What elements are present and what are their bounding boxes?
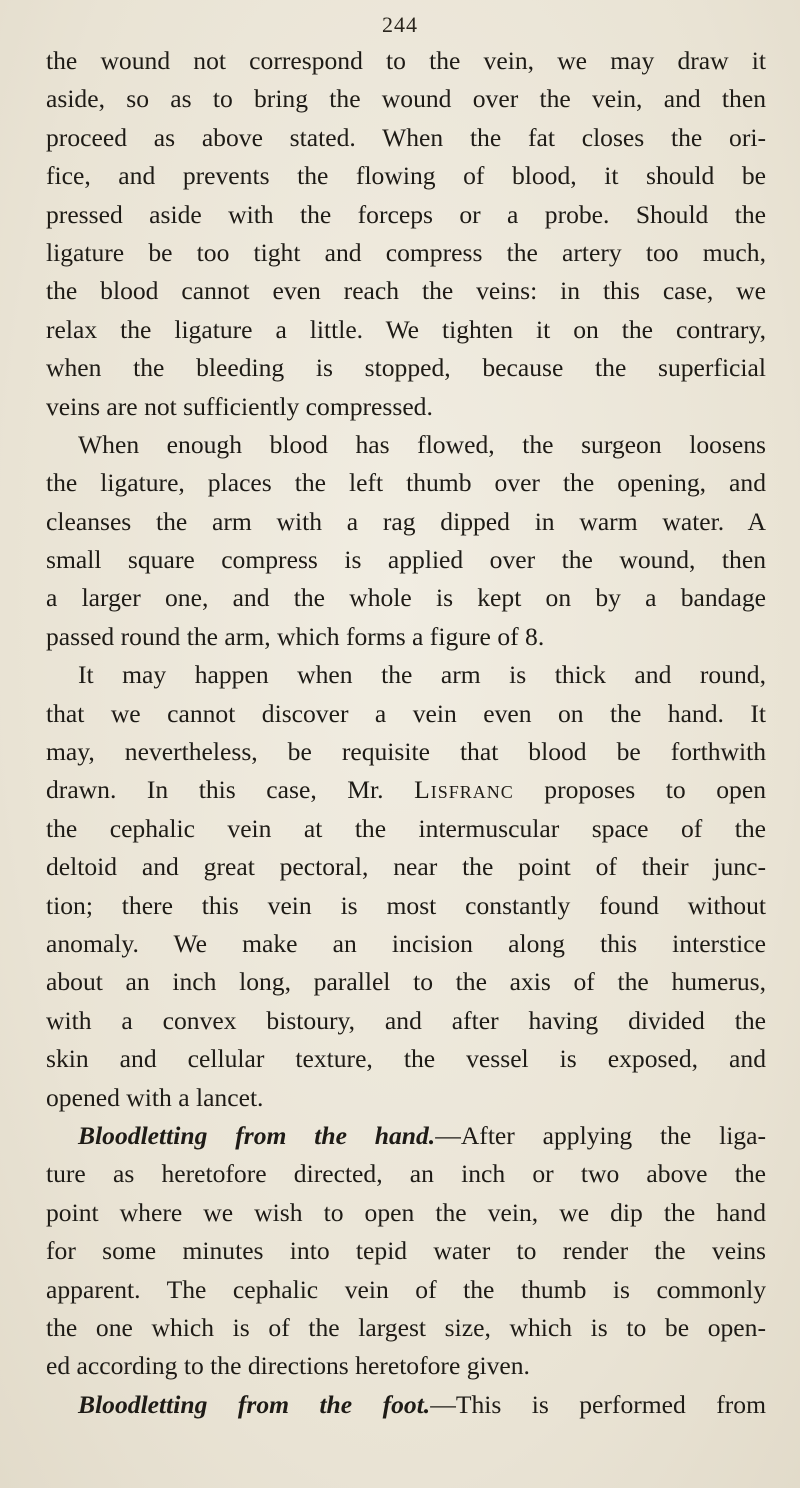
text-line: aside, so as to bring the wound over the vein, and then	[46, 84, 766, 114]
surname-lisfranc: Lisfranc	[414, 775, 514, 805]
text-line: veins are not sufficiently compressed.	[46, 391, 433, 421]
text-line: the one which is of the largest size, which is to be open-	[46, 1312, 766, 1342]
text-line: that we cannot discover a vein even on the hand. It	[46, 698, 766, 728]
text-line: skin and cellular texture, the vessel is exposed, and	[46, 1044, 766, 1074]
text-line: proceed as above stated. When the fat closes the ori-	[46, 122, 766, 152]
text-line: the blood cannot even reach the veins: in this case, we	[46, 276, 766, 306]
paragraph-start-line	[46, 1386, 766, 1424]
text-line: apparent. The cephalic vein of the thumb is commonly	[46, 1274, 766, 1304]
text-line: anomaly. We make an incision along this interstice	[46, 928, 766, 958]
text-line: ligature be too tight and compress the artery too much,	[46, 237, 766, 267]
text-line: a larger one, and the whole is kept on by a bandage	[46, 583, 766, 613]
paragraph-start-line: When enough blood has flowed, the surgeon loosens	[78, 429, 766, 459]
text-line: when the bleeding is stopped, because the superficial	[46, 353, 766, 383]
text-line: passed round the arm, which forms a figure of 8.	[46, 621, 545, 651]
text-segment: —This is performed from	[430, 1389, 767, 1419]
text-segment: drawn. In this case, Mr.	[46, 775, 415, 805]
text-line: ed according to the directions heretofore given.	[46, 1351, 530, 1381]
text-line: pressed aside with the forceps or a probe. Should the	[46, 199, 766, 229]
text-line: small square compress is applied over the wound, then	[46, 545, 766, 575]
text-line: point where we wish to open the vein, we dip the hand	[46, 1197, 766, 1227]
text-line	[46, 771, 766, 809]
text-segment: proposes to open	[513, 775, 766, 805]
body-text	[46, 42, 766, 1424]
text-line: the cephalic vein at the intermuscular space of the	[46, 813, 766, 843]
text-line: may, nevertheless, be requisite that blood be forthwith	[46, 737, 766, 767]
section-heading-hand: Bloodletting from the hand.	[78, 1120, 436, 1150]
text-segment: —After applying the liga-	[435, 1120, 766, 1150]
text-line: cleanses the arm with a rag dipped in warm water. A	[46, 506, 766, 536]
text-line: the wound not correspond to the vein, we may draw it	[46, 46, 766, 75]
text-line: fice, and prevents the flowing of blood, it should be	[46, 161, 766, 191]
text-line: with a convex bistoury, and after having divided the	[46, 1005, 766, 1035]
section-heading-foot: Bloodletting from the foot.	[78, 1389, 431, 1419]
paragraph-start-line	[46, 1117, 766, 1155]
text-line: deltoid and great pectoral, near the point of their junc-	[46, 852, 766, 882]
text-line: opened with a lancet.	[46, 1082, 264, 1112]
paragraph-start-line: It may happen when the arm is thick and round,	[78, 660, 766, 690]
text-line: about an inch long, parallel to the axis of the humerus,	[46, 967, 766, 997]
text-line: tion; there this vein is most constantly found without	[46, 890, 766, 920]
text-line: for some minutes into tepid water to render the veins	[46, 1236, 766, 1266]
text-line: the ligature, places the left thumb over the opening, and	[46, 468, 766, 498]
page-number: 244	[382, 12, 418, 37]
text-line: ture as heretofore directed, an inch or two above the	[46, 1159, 766, 1189]
text-line: relax the ligature a little. We tighten it on the contrary,	[46, 314, 766, 344]
